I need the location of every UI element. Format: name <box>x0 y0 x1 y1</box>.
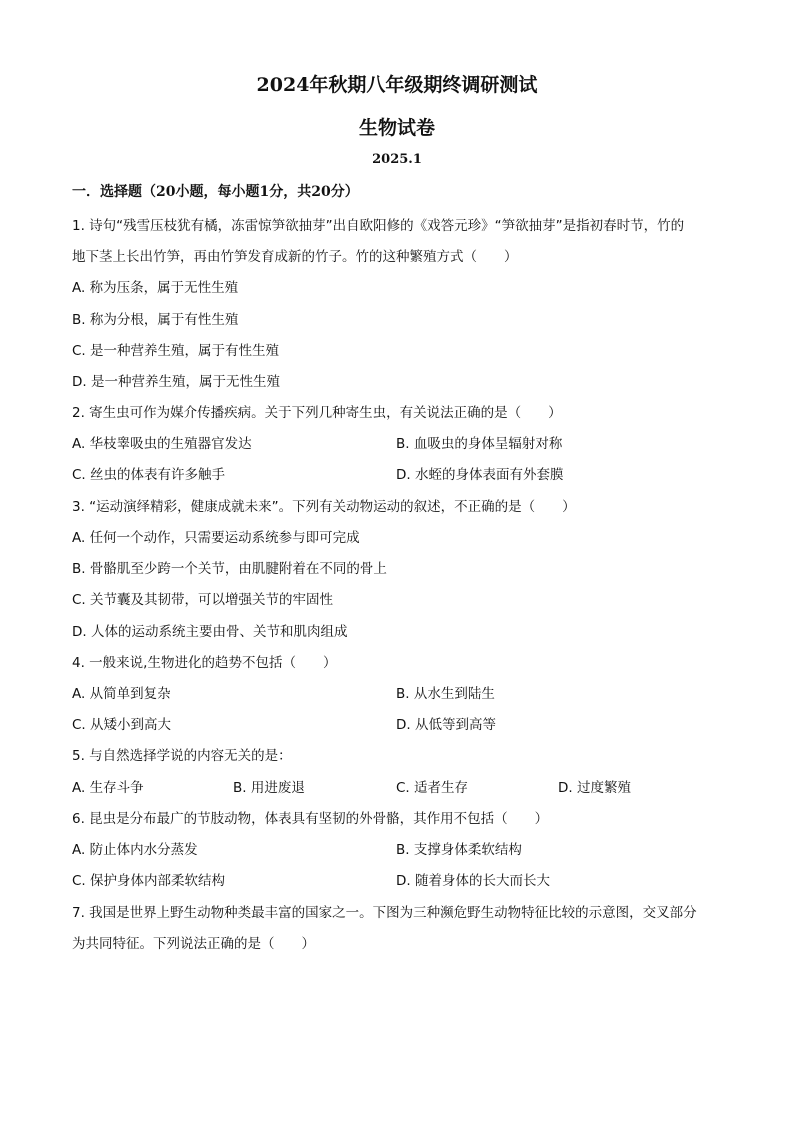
exam-title: 2024年秋期八年级期终调研测试 <box>256 74 538 96</box>
question-4-option-b: B. 从水生到陆生 <box>396 686 495 702</box>
question-4-option-a: A. 从简单到复杂 <box>72 686 171 702</box>
question-6-option-b: B. 支撑身体柔软结构 <box>396 842 522 858</box>
question-6-stem: 6. 昆虫是分布最广的节肢动物，体表具有坚韧的外骨骼，其作用不包括（ ） <box>72 811 549 827</box>
question-7-line-1: 7. 我国是世界上野生动物种类最丰富的国家之一。下图为三种濒危野生动物特征比较的示意图，交叉部分 <box>72 905 697 921</box>
question-4-option-d: D. 从低等到高等 <box>396 717 496 733</box>
exam-subject: 生物试卷 <box>358 117 435 139</box>
question-2-option-b: B. 血吸虫的身体呈辐射对称 <box>396 436 563 452</box>
section-heading: 一．选择题（20小题，每小题1分，共20分） <box>72 184 359 200</box>
question-1-option-a: A. 称为压条，属于无性生殖 <box>72 280 239 296</box>
question-3-stem: 3. “运动演绎精彩，健康成就未来”。下列有关动物运动的叙述，不正确的是（ ） <box>72 499 576 515</box>
question-3-option-d: D. 人体的运动系统主要由骨、关节和肌肉组成 <box>72 624 348 640</box>
question-1-line-2: 地下茎上长出竹笋，再由竹笋发育成新的竹子。竹的这种繁殖方式（ ） <box>72 249 518 265</box>
question-5-option-c: C. 适者生存 <box>396 780 469 796</box>
question-2-stem: 2. 寄生虫可作为媒介传播疾病。关于下列几种寄生虫，有关说法正确的是（ ） <box>72 405 562 421</box>
question-5-stem: 5. 与自然选择学说的内容无关的是： <box>72 748 292 764</box>
question-2-option-c: C. 丝虫的体表有许多触手 <box>72 467 226 483</box>
question-7-line-2: 为共同特征。下列说法正确的是（ ） <box>72 936 315 952</box>
question-1-option-b: B. 称为分根，属于有性生殖 <box>72 312 239 328</box>
question-2-option-d: D. 水蛭的身体表面有外套膜 <box>396 467 564 483</box>
question-3-option-a: A. 任何一个动作，只需要运动系统参与即可完成 <box>72 530 360 546</box>
question-6-option-c: C. 保护身体内部柔软结构 <box>72 873 226 889</box>
question-5-option-b: B. 用进废退 <box>233 780 305 796</box>
question-6-option-d: D. 随着身体的长大而长大 <box>396 873 550 889</box>
question-1-option-d: D. 是一种营养生殖，属于无性生殖 <box>72 374 280 390</box>
question-3-option-c: C. 关节囊及其韧带，可以增强关节的牢固性 <box>72 592 334 608</box>
question-3-option-b: B. 骨骼肌至少跨一个关节，由肌腱附着在不同的骨上 <box>72 561 387 577</box>
question-1-option-c: C. 是一种营养生殖，属于有性生殖 <box>72 343 280 359</box>
question-2-option-a: A. 华枝睾吸虫的生殖器官发达 <box>72 436 252 452</box>
question-6-option-a: A. 防止体内水分蒸发 <box>72 842 198 858</box>
question-1-line-1: 1. 诗句“残雪压枝犹有橘，冻雷惊笋欲抽芽”出自欧阳修的《戏答元珍》“笋欲抽芽”是指初春时节，竹的 <box>72 218 685 234</box>
question-4-option-c: C. 从矮小到高大 <box>72 717 172 733</box>
question-4-stem: 4. 一般来说,生物进化的趋势不包括（ ） <box>72 655 337 671</box>
question-5-option-a: A. 生存斗争 <box>72 780 144 796</box>
question-5-option-d: D. 过度繁殖 <box>558 780 631 796</box>
exam-date: 2025.1 <box>372 152 422 167</box>
